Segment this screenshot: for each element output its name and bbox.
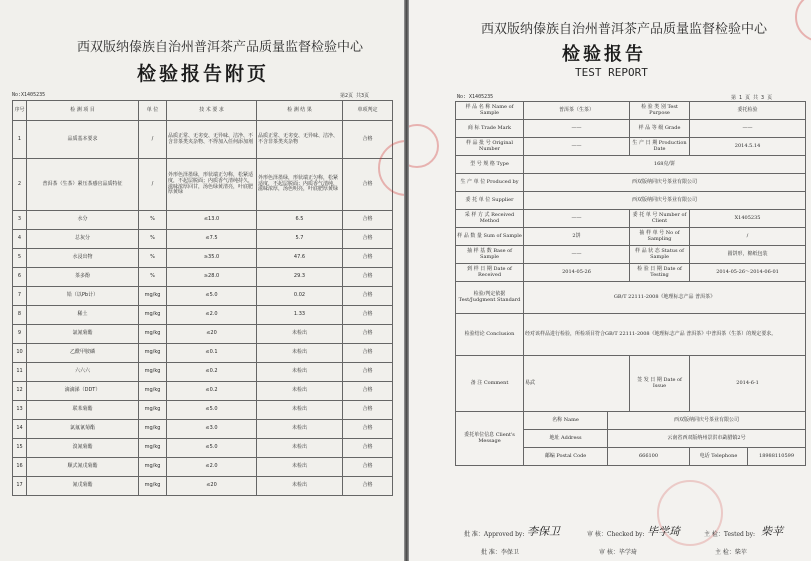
row-method	[456, 210, 806, 228]
row-no: 17	[13, 477, 27, 496]
test-report-page	[409, 0, 811, 561]
row-no: 2	[13, 159, 27, 211]
checked-signature: 毕学琦	[647, 525, 680, 538]
row-verdict: 合格	[343, 121, 393, 159]
table-row	[13, 287, 393, 306]
table-row	[13, 325, 393, 344]
row-verdict: 合格	[343, 382, 393, 401]
row-requirement: ≥28.0	[167, 268, 257, 287]
row-no: 16	[13, 458, 27, 477]
row-no: 7	[13, 287, 27, 306]
row-verdict: 合格	[343, 159, 393, 211]
value-judgment: GB/T 22111-2008《地理标志产品 普洱茶》	[524, 282, 806, 314]
table-row	[13, 159, 393, 211]
row-requirement: ≤0.1	[167, 344, 257, 363]
row-no: 11	[13, 363, 27, 382]
value-producer: 西双版纳同庆号茶业有限公司	[524, 174, 806, 192]
row-item: 溴氰菊酯	[27, 439, 139, 458]
value-sum-sample: 2饼	[524, 228, 630, 246]
value-status-sample: 圆饼形，棉纸包装	[690, 246, 806, 264]
row-verdict: 合格	[343, 344, 393, 363]
row-unit: mg/kg	[139, 420, 167, 439]
seal-stamp-corner	[795, 0, 811, 42]
value-method: ——	[524, 210, 630, 228]
row-requirement: ≤5.0	[167, 401, 257, 420]
value-base-sample: ——	[524, 246, 630, 264]
row-result: 未检出	[257, 401, 343, 420]
org-title: 西双版纳傣族自治州普洱茶产品质量监督检验中心	[481, 22, 768, 37]
label-method: 采 样 方 式 Received Method	[456, 210, 524, 228]
table-row	[13, 458, 393, 477]
row-trade-mark	[456, 120, 806, 138]
row-item: 氯氰菊酯	[27, 325, 139, 344]
row-producer	[456, 174, 806, 192]
report-number: No:X1405235	[12, 92, 46, 98]
row-item: 乙酰甲胺磷	[27, 344, 139, 363]
value-telephone: 18988110599	[748, 448, 806, 466]
label-client-message: 委托单位信息 Client's Message	[456, 412, 524, 466]
row-verdict: 合格	[343, 363, 393, 382]
label-postal-code: 邮编 Postal Code	[524, 448, 608, 466]
row-verdict: 合格	[343, 401, 393, 420]
label-batch: 样 品 批 号 Original Number	[456, 138, 524, 156]
value-no-sampling: /	[690, 228, 806, 246]
value-batch: ——	[524, 138, 630, 156]
row-unit: %	[139, 249, 167, 268]
row-verdict: 合格	[343, 420, 393, 439]
row-verdict: 合格	[343, 230, 393, 249]
row-item: 氰戊菊酯	[27, 477, 139, 496]
row-result: 47.6	[257, 249, 343, 268]
row-sum-sample	[456, 228, 806, 246]
row-unit: /	[139, 121, 167, 159]
row-unit: mg/kg	[139, 325, 167, 344]
row-requirement: ≤0.2	[167, 363, 257, 382]
page-info: 第 1 页 共 3 页	[731, 95, 773, 101]
row-result: 外形色泽墨绿，形状端正匀称，松紧适度，不起层脱面；内质香气清纯，滋味浓厚，汤色明亮，叶底肥厚黄绿	[257, 159, 343, 211]
row-result: 未检出	[257, 363, 343, 382]
row-item: 氯氟氰菊酯	[27, 420, 139, 439]
row-item: 品质基本要求	[27, 121, 139, 159]
row-requirement: ≤13.0	[167, 211, 257, 230]
table-row	[13, 230, 393, 249]
row-no: 14	[13, 420, 27, 439]
value-date-received: 2014-05-26	[524, 264, 630, 282]
page-title: 检验报告附页	[137, 63, 270, 85]
row-item: 联苯菊酯	[27, 401, 139, 420]
row-requirement: ≤2.0	[167, 306, 257, 325]
row-item: 普洱茶（生茶）紧压茶感官品质特征	[27, 159, 139, 211]
value-comment: 易武	[524, 356, 630, 412]
row-unit: mg/kg	[139, 363, 167, 382]
label-grade: 样 品 等 级 Grade	[630, 120, 690, 138]
table-header-row	[13, 101, 393, 121]
value-client-address: 云南省西双版纳州景洪市勐腊镇2号	[608, 430, 806, 448]
header-unit: 单 位	[139, 101, 167, 121]
header-verdict: 单项判定	[343, 101, 393, 121]
value-grade: ——	[690, 120, 806, 138]
value-trade-mark: ——	[524, 120, 630, 138]
row-result: 未检出	[257, 420, 343, 439]
table-row	[13, 401, 393, 420]
row-result: 29.3	[257, 268, 343, 287]
table-row	[13, 477, 393, 496]
table-row	[13, 363, 393, 382]
row-unit: mg/kg	[139, 344, 167, 363]
row-verdict: 合格	[343, 249, 393, 268]
report-appendix-page	[0, 0, 404, 561]
row-unit: %	[139, 268, 167, 287]
value-type: 168克/饼	[524, 156, 806, 174]
value-sample-name: 普洱茶（生茶）	[524, 102, 630, 120]
row-client-name	[456, 412, 806, 430]
row-requirement: 品质正常、无劣变、无异味、洁净、不含非茶类夹杂物、不得加入任何添加剂	[167, 121, 257, 159]
checked-print: 审 核：毕学琦	[599, 549, 637, 556]
value-client-name: 西双版纳同庆号茶业有限公司	[608, 412, 806, 430]
row-unit: %	[139, 230, 167, 249]
row-judgment	[456, 282, 806, 314]
row-requirement: ≤5.0	[167, 439, 257, 458]
label-client-name: 名称 Name	[524, 412, 608, 430]
value-test-purpose: 委托检验	[690, 102, 806, 120]
row-requirement: 外形色泽墨绿，形状端正匀称，松紧适度，不起层脱面；内质香气清纯持久，滋味浓厚回甘，汤色绿黄清亮，叶底肥厚黄绿	[167, 159, 257, 211]
table-row	[13, 211, 393, 230]
label-sample-name: 样 品 名 称 Name of Sample	[456, 102, 524, 120]
row-result: 1.33	[257, 306, 343, 325]
row-item: 水分	[27, 211, 139, 230]
row-result: 未检出	[257, 344, 343, 363]
row-result: 品质正常、无劣变、无异味、洁净、不含非茶类夹杂物	[257, 121, 343, 159]
label-telephone: 电话 Telephone	[690, 448, 748, 466]
row-conclusion	[456, 314, 806, 356]
row-unit: mg/kg	[139, 287, 167, 306]
label-date-testing: 检 验 日 期 Date of Testing	[630, 264, 690, 282]
row-item: 稀土	[27, 306, 139, 325]
seal-stamp-edge	[409, 124, 439, 168]
approved-label: 批 准：Approved by:	[464, 531, 525, 538]
label-no-sampling: 抽 样 单 号 No of Sampling	[630, 228, 690, 246]
row-requirement: ≤0.2	[167, 382, 257, 401]
label-base-sample: 抽 样 基 数 Base of Sample	[456, 246, 524, 264]
row-unit: mg/kg	[139, 477, 167, 496]
row-type	[456, 156, 806, 174]
row-batch	[456, 138, 806, 156]
label-sum-sample: 样 品 数 量 Sum of Sample	[456, 228, 524, 246]
label-judgment: 检验/判定依据 Test/Judgment Standard	[456, 282, 524, 314]
row-item: 总灰分	[27, 230, 139, 249]
report-title-en: TEST REPORT	[575, 66, 648, 79]
row-verdict: 合格	[343, 458, 393, 477]
row-verdict: 合格	[343, 477, 393, 496]
row-result: 0.02	[257, 287, 343, 306]
row-unit: mg/kg	[139, 458, 167, 477]
row-verdict: 合格	[343, 287, 393, 306]
value-conclusion: 经对该样品进行检验，所检项目符合GB/T 22111-2008《地理标志产品 普洱茶》中普洱茶（生茶）的规定要求。	[524, 314, 806, 356]
report-info-table	[455, 101, 806, 466]
row-no: 1	[13, 121, 27, 159]
value-client-number: X1405235	[690, 210, 806, 228]
table-row	[13, 306, 393, 325]
label-supplier: 委 托 单 位 Supplier	[456, 192, 524, 210]
row-requirement: ≤7.5	[167, 230, 257, 249]
org-title: 西双版纳傣族自治州普洱茶产品质量监督检验中心	[77, 40, 364, 55]
row-comment	[456, 356, 806, 412]
row-no: 3	[13, 211, 27, 230]
tested-signature: 柴苹	[761, 525, 783, 538]
tested-print: 主 检：柴苹	[715, 549, 747, 556]
header-item: 检 测 项 目	[27, 101, 139, 121]
table-row	[13, 420, 393, 439]
row-base-sample	[456, 246, 806, 264]
header-result: 检 测 结 果	[257, 101, 343, 121]
row-verdict: 合格	[343, 268, 393, 287]
row-no: 15	[13, 439, 27, 458]
row-verdict: 合格	[343, 306, 393, 325]
row-unit: %	[139, 211, 167, 230]
row-verdict: 合格	[343, 439, 393, 458]
label-date-issue: 签 发 日 期 Date of Issue	[630, 356, 690, 412]
row-result: 未检出	[257, 439, 343, 458]
row-unit: mg/kg	[139, 306, 167, 325]
label-type: 型 号 规 格 Type	[456, 156, 524, 174]
label-test-purpose: 检 验 类 别 Test Purpose	[630, 102, 690, 120]
row-result: 未检出	[257, 458, 343, 477]
label-trade-mark: 商 标 Trade Mark	[456, 120, 524, 138]
header-no: 序号	[13, 101, 27, 121]
row-result: 未检出	[257, 477, 343, 496]
row-unit: /	[139, 159, 167, 211]
label-status-sample: 样 品 状 态 Status of Sample	[630, 246, 690, 264]
label-client-address: 地址 Address	[524, 430, 608, 448]
label-date-received: 到 样 日 期 Date of Received	[456, 264, 524, 282]
label-conclusion: 检验结论 Conclusion	[456, 314, 524, 356]
value-supplier: 西双版纳同庆号茶业有限公司	[524, 192, 806, 210]
value-date-testing: 2014-05-26～2014-06-01	[690, 264, 806, 282]
tested-label: 主 检：Tested by:	[704, 531, 756, 538]
value-date-issue: 2014-6-1	[690, 356, 806, 412]
report-title-cn: 检验报告	[562, 44, 646, 65]
row-requirement: ≤20	[167, 477, 257, 496]
test-results-table	[12, 100, 393, 496]
table-row	[13, 439, 393, 458]
row-item: 水浸出物	[27, 249, 139, 268]
row-no: 13	[13, 401, 27, 420]
row-result: 6.5	[257, 211, 343, 230]
row-no: 10	[13, 344, 27, 363]
report-number: No: X1405235	[457, 94, 494, 100]
approved-signature: 李保卫	[527, 525, 560, 538]
label-producer: 生 产 单 位 Produced by	[456, 174, 524, 192]
table-row	[13, 268, 393, 287]
row-no: 6	[13, 268, 27, 287]
value-postal-code: 666100	[608, 448, 690, 466]
row-item: 顺式氰戊菊酯	[27, 458, 139, 477]
row-requirement: ≤5.0	[167, 287, 257, 306]
row-result: 未检出	[257, 382, 343, 401]
row-item: 茶多酚	[27, 268, 139, 287]
row-item: 六六六	[27, 363, 139, 382]
row-unit: mg/kg	[139, 382, 167, 401]
row-sample-name	[456, 102, 806, 120]
row-requirement: ≤20	[167, 325, 257, 344]
row-result: 未检出	[257, 325, 343, 344]
checked-label: 审 核：Checked by:	[587, 531, 645, 538]
label-client-number: 委 托 单 号 Number of Client	[630, 210, 690, 228]
approved-print: 批 准：李保卫	[481, 549, 519, 556]
row-unit: mg/kg	[139, 439, 167, 458]
row-no: 4	[13, 230, 27, 249]
row-unit: mg/kg	[139, 401, 167, 420]
row-item: 滴滴涕（DDT）	[27, 382, 139, 401]
row-supplier	[456, 192, 806, 210]
value-production-date: 2014.5.14	[690, 138, 806, 156]
row-no: 5	[13, 249, 27, 268]
table-row	[13, 382, 393, 401]
row-no: 8	[13, 306, 27, 325]
row-verdict: 合格	[343, 325, 393, 344]
row-item: 铅（以Pb计）	[27, 287, 139, 306]
table-row	[13, 249, 393, 268]
row-requirement: ≤2.0	[167, 458, 257, 477]
table-row	[13, 344, 393, 363]
row-no: 12	[13, 382, 27, 401]
table-row	[13, 121, 393, 159]
header-requirement: 技 术 要 求	[167, 101, 257, 121]
label-production-date: 生 产 日 期 Production Date	[630, 138, 690, 156]
page-info: 第2页 共3页	[340, 93, 370, 99]
row-result: 5.7	[257, 230, 343, 249]
row-dates	[456, 264, 806, 282]
label-comment: 备 注 Comment	[456, 356, 524, 412]
row-verdict: 合格	[343, 211, 393, 230]
row-requirement: ≥35.0	[167, 249, 257, 268]
row-no: 9	[13, 325, 27, 344]
row-requirement: ≤3.0	[167, 420, 257, 439]
